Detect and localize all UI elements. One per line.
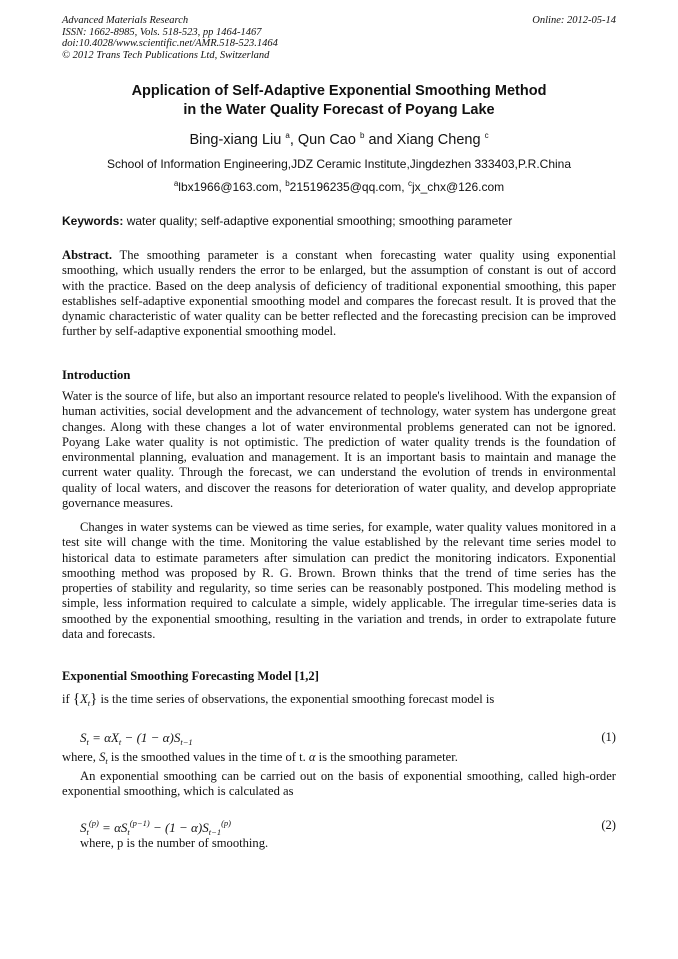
email-list <box>62 179 616 194</box>
equation-2 <box>80 818 616 837</box>
paper-title <box>62 82 616 120</box>
model-heading: Exponential Smoothing Forecasting Model [1,2] <box>62 669 319 683</box>
email-3-mark: c <box>407 179 412 188</box>
introduction-paragraph-2: Changes in water systems can be viewed as time series, for example, water quality values monitored in a test site will change with the time. Monitoring the value established by the relevant time series model to historical data to estimate parameters after simulation can predict the monitoring indicators. Exponential smoothing method was proposed by R. G. Brown. Brown thinks that the trend of time series has the properties of stability and regularity, so time series can be reasonably postponed. This modeling method is simple, less information required to calculate a simple, widely applicable. The irregular time-series data is smoothed by the exponential smoothing, resulting in the variation and trends, in order to extrapolate future data and forecasts. <box>62 520 616 642</box>
introduction-paragraph-1: Water is the source of life, but also an important resource related to people's livelihood. With the expansion of human activities, social development and the advancement of technology, water system has undergone great changes. Along with these changes a lot of water environmental problems generated can not be ignored. Poyang Lake water quality is not optimistic. The prediction of water quality trends is the foundation of environmental planning, evaluation and management. It is an important basis to maintain and manage the current water quality. Through the forecast, we can understand the evolution of trends in environmental quality of local waters, and discover the reasons for deterioration of water quality, and develop appropriate governance measures. <box>62 389 616 511</box>
issn-line: ISSN: 1662-8985, Vols. 518-523, pp 1464-1467 <box>62 26 262 38</box>
email-2-mark: b <box>285 179 290 188</box>
email-2[interactable]: 215196235@qq.com, <box>289 180 405 194</box>
equation-1-explanation <box>62 750 616 769</box>
copyright-line: © 2012 Trans Tech Publications Ltd, Switzerland <box>62 49 270 61</box>
introduction-heading: Introduction <box>62 368 131 382</box>
equation-1-body: $S_t = \alpha X_t - (1 - \alpha)S_{t-1}$ <box>80 730 193 747</box>
email-1-mark: a <box>173 179 179 188</box>
abstract-label: Abstract. <box>62 248 113 262</box>
abstract-text: The smoothing parameter is a constant when forecasting water quality using exponential smoothing, which usually renders the error to be enlarged, but the assumption of constant is out of accord with the practice. Based on the deep analysis of deficiency of traditional exponential smoothing, this paper establishes self-adaptive exponential smoothing model and compares the forecast result. It is proved that the dynamic characteristic of water quality can be better reflected and the forecasting precision can be improved further by self-adaptive exponential smoothing model. <box>62 248 617 339</box>
author-1-mark: a <box>285 131 290 140</box>
journal-name: Advanced Materials Research <box>62 15 189 26</box>
journal-header <box>62 15 616 61</box>
series-symbol-x: X <box>80 692 88 706</box>
author-list <box>62 131 616 148</box>
model-intro <box>62 692 616 711</box>
title-line-1: Application of Self-Adaptive Exponential Smoothing Method <box>131 83 547 99</box>
keywords-label: Keywords: <box>62 214 124 228</box>
title-line-2: in the Water Quality Forecast of Poyang Lake <box>183 102 495 118</box>
equation-2-number: (2) <box>601 818 616 832</box>
abstract <box>62 248 616 340</box>
equation-1 <box>80 730 616 747</box>
model-intro-pre: if <box>62 692 70 706</box>
author-2-mark: b <box>359 131 365 140</box>
equation-2-explanation: where, p is the number of smoothing. <box>80 836 269 850</box>
author-separator: , <box>289 131 294 148</box>
where-1-b: is the smoothed values in the time of t. <box>110 750 306 764</box>
symbol-alpha: α <box>308 750 316 764</box>
series-symbol-t: t <box>87 698 91 708</box>
online-date: Online: 2012-05-14 <box>532 15 616 26</box>
symbol-st: $S_t$ <box>99 750 108 766</box>
where-1-a: where, <box>62 750 96 764</box>
model-intro-post: is the time series of observations, the exponential smoothing forecast model is <box>100 692 495 706</box>
series-symbol-close: } <box>90 691 98 707</box>
equation-1-number: (1) <box>601 730 616 744</box>
author-3: and Xiang Cheng <box>368 131 481 148</box>
author-3-mark: c <box>484 131 489 140</box>
keywords <box>62 214 616 228</box>
series-symbol: { <box>72 691 81 707</box>
equation-2-body: $S_t^{(p)} = \alpha S_t^{(p-1)} - (1 - \alpha)S_{t-1}^{(p)}$ <box>80 818 231 837</box>
email-3[interactable]: jx_chx@126.com <box>411 180 505 194</box>
keywords-text: water quality; self-adaptive exponential smoothing; smoothing parameter <box>126 214 513 228</box>
email-1[interactable]: lbx1966@163.com, <box>178 180 282 194</box>
high-order-paragraph: An exponential smoothing can be carried out on the basis of exponential smoothing, called high-order exponential smoothing, which is calculated as <box>62 769 616 799</box>
where-1-c: is the smoothing parameter. <box>318 750 458 764</box>
doi-line: doi:10.4028/www.scientific.net/AMR.518-523.1464 <box>62 38 278 49</box>
affiliation: School of Information Engineering,JDZ Ceramic Institute,Jingdezhen 333403,P.R.China <box>106 157 572 171</box>
author-2: Qun Cao <box>297 131 356 148</box>
author-1: Bing-xiang Liu <box>189 131 282 148</box>
